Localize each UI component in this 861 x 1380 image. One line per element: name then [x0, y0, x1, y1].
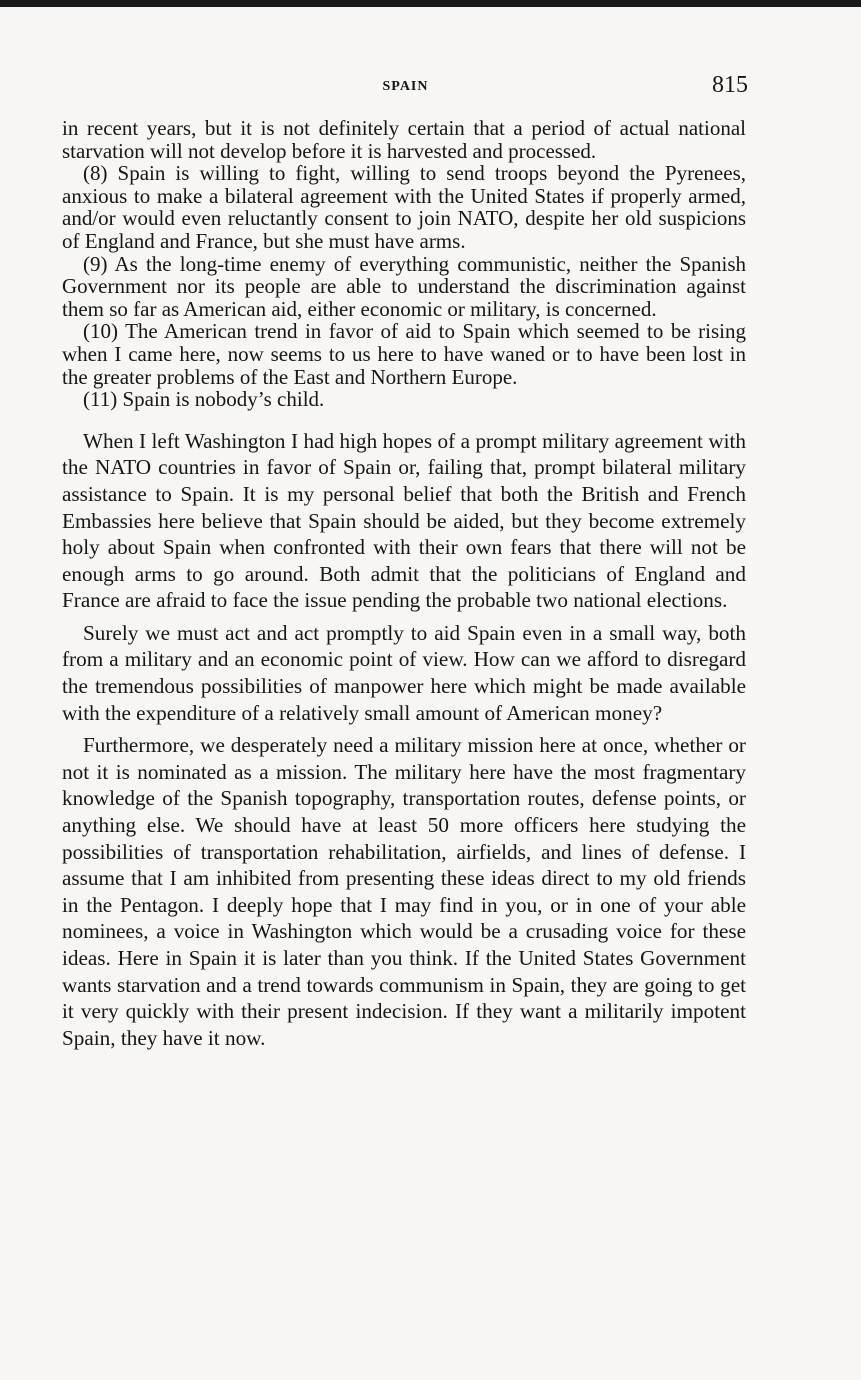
top-border-rule — [0, 0, 861, 7]
page-number: 815 — [712, 72, 748, 98]
body-paragraph: Surely we must act and act promptly to aid Spain even in a small way, both from a military and an economic point of view. How can we afford to disregard the tremendous possibilities of manpower here which might be made available with the expenditure of a relatively small amount of American money? — [62, 620, 746, 725]
numbered-point-8: (8) Spain is willing to fight, willing to send troops beyond the Pyrenees, anxious to make a bilateral agreement with the United States if properly armed, and/or would even reluctantly consent to join NATO, despite her old suspicions of England and France, but she must have arms. — [62, 161, 746, 253]
numbered-point-11: (11) Spain is nobody’s child. — [83, 387, 325, 412]
continued-paragraph: in recent years, but it is not definitely certain that a period of actual national starvation will not develop before it is harvested and processed. — [62, 116, 746, 163]
page-body — [62, 117, 746, 1057]
body-paragraph: When I left Washington I had high hopes of a prompt military agreement with the NATO countries in favor of Spain or, failing that, prompt bilateral military assistance to Spain. It is my personal belief that both the British and French Embassies here believe that Spain should be aided, but they become extremely holy about Spain when confronted with their own fears that there will not be enough arms to go around. Both admit that the politicians of England and France are afraid to face the issue pending the probable two national elections. — [62, 428, 746, 613]
numbered-point-10: (10) The American trend in favor of aid to Spain which seemed to be rising when I came here, now seems to us here to have waned or to have been lost in the greater problems of the East and Northern Europe. — [62, 319, 746, 389]
running-header — [0, 72, 861, 102]
letter-paragraphs — [62, 428, 746, 1052]
numbered-point-9: (9) As the long-time enemy of everything communistic, neither the Spanish Government nor its people are able to understand the discrimination against them so far as American aid, either economic or military, is concerned. — [62, 251, 746, 321]
body-paragraph: Furthermore, we desperately need a military mission here at once, whether or not it is nominated as a mission. The military here have the most fragmentary knowledge of the Spanish topography, transportation routes, defense points, or anything else. We should have at least 50 more officers here studying the possibilities of transportation rehabilitation, airfields, and lines of defense. I assume that I am inhibited from presenting these ideas direct to my old friends in the Pentagon. I deeply hope that I may find in you, or in one of your able nominees, a voice in Washington which would be a crusading voice for these ideas. Here in Spain it is later than you think. If the United States Government wants starvation and a trend towards communism in Spain, they are going to get it very quickly with their present indecision. If they want a militarily impotent Spain, they have it now. — [62, 733, 746, 1050]
section-title: SPAIN — [382, 79, 429, 94]
numbered-points — [62, 117, 746, 411]
